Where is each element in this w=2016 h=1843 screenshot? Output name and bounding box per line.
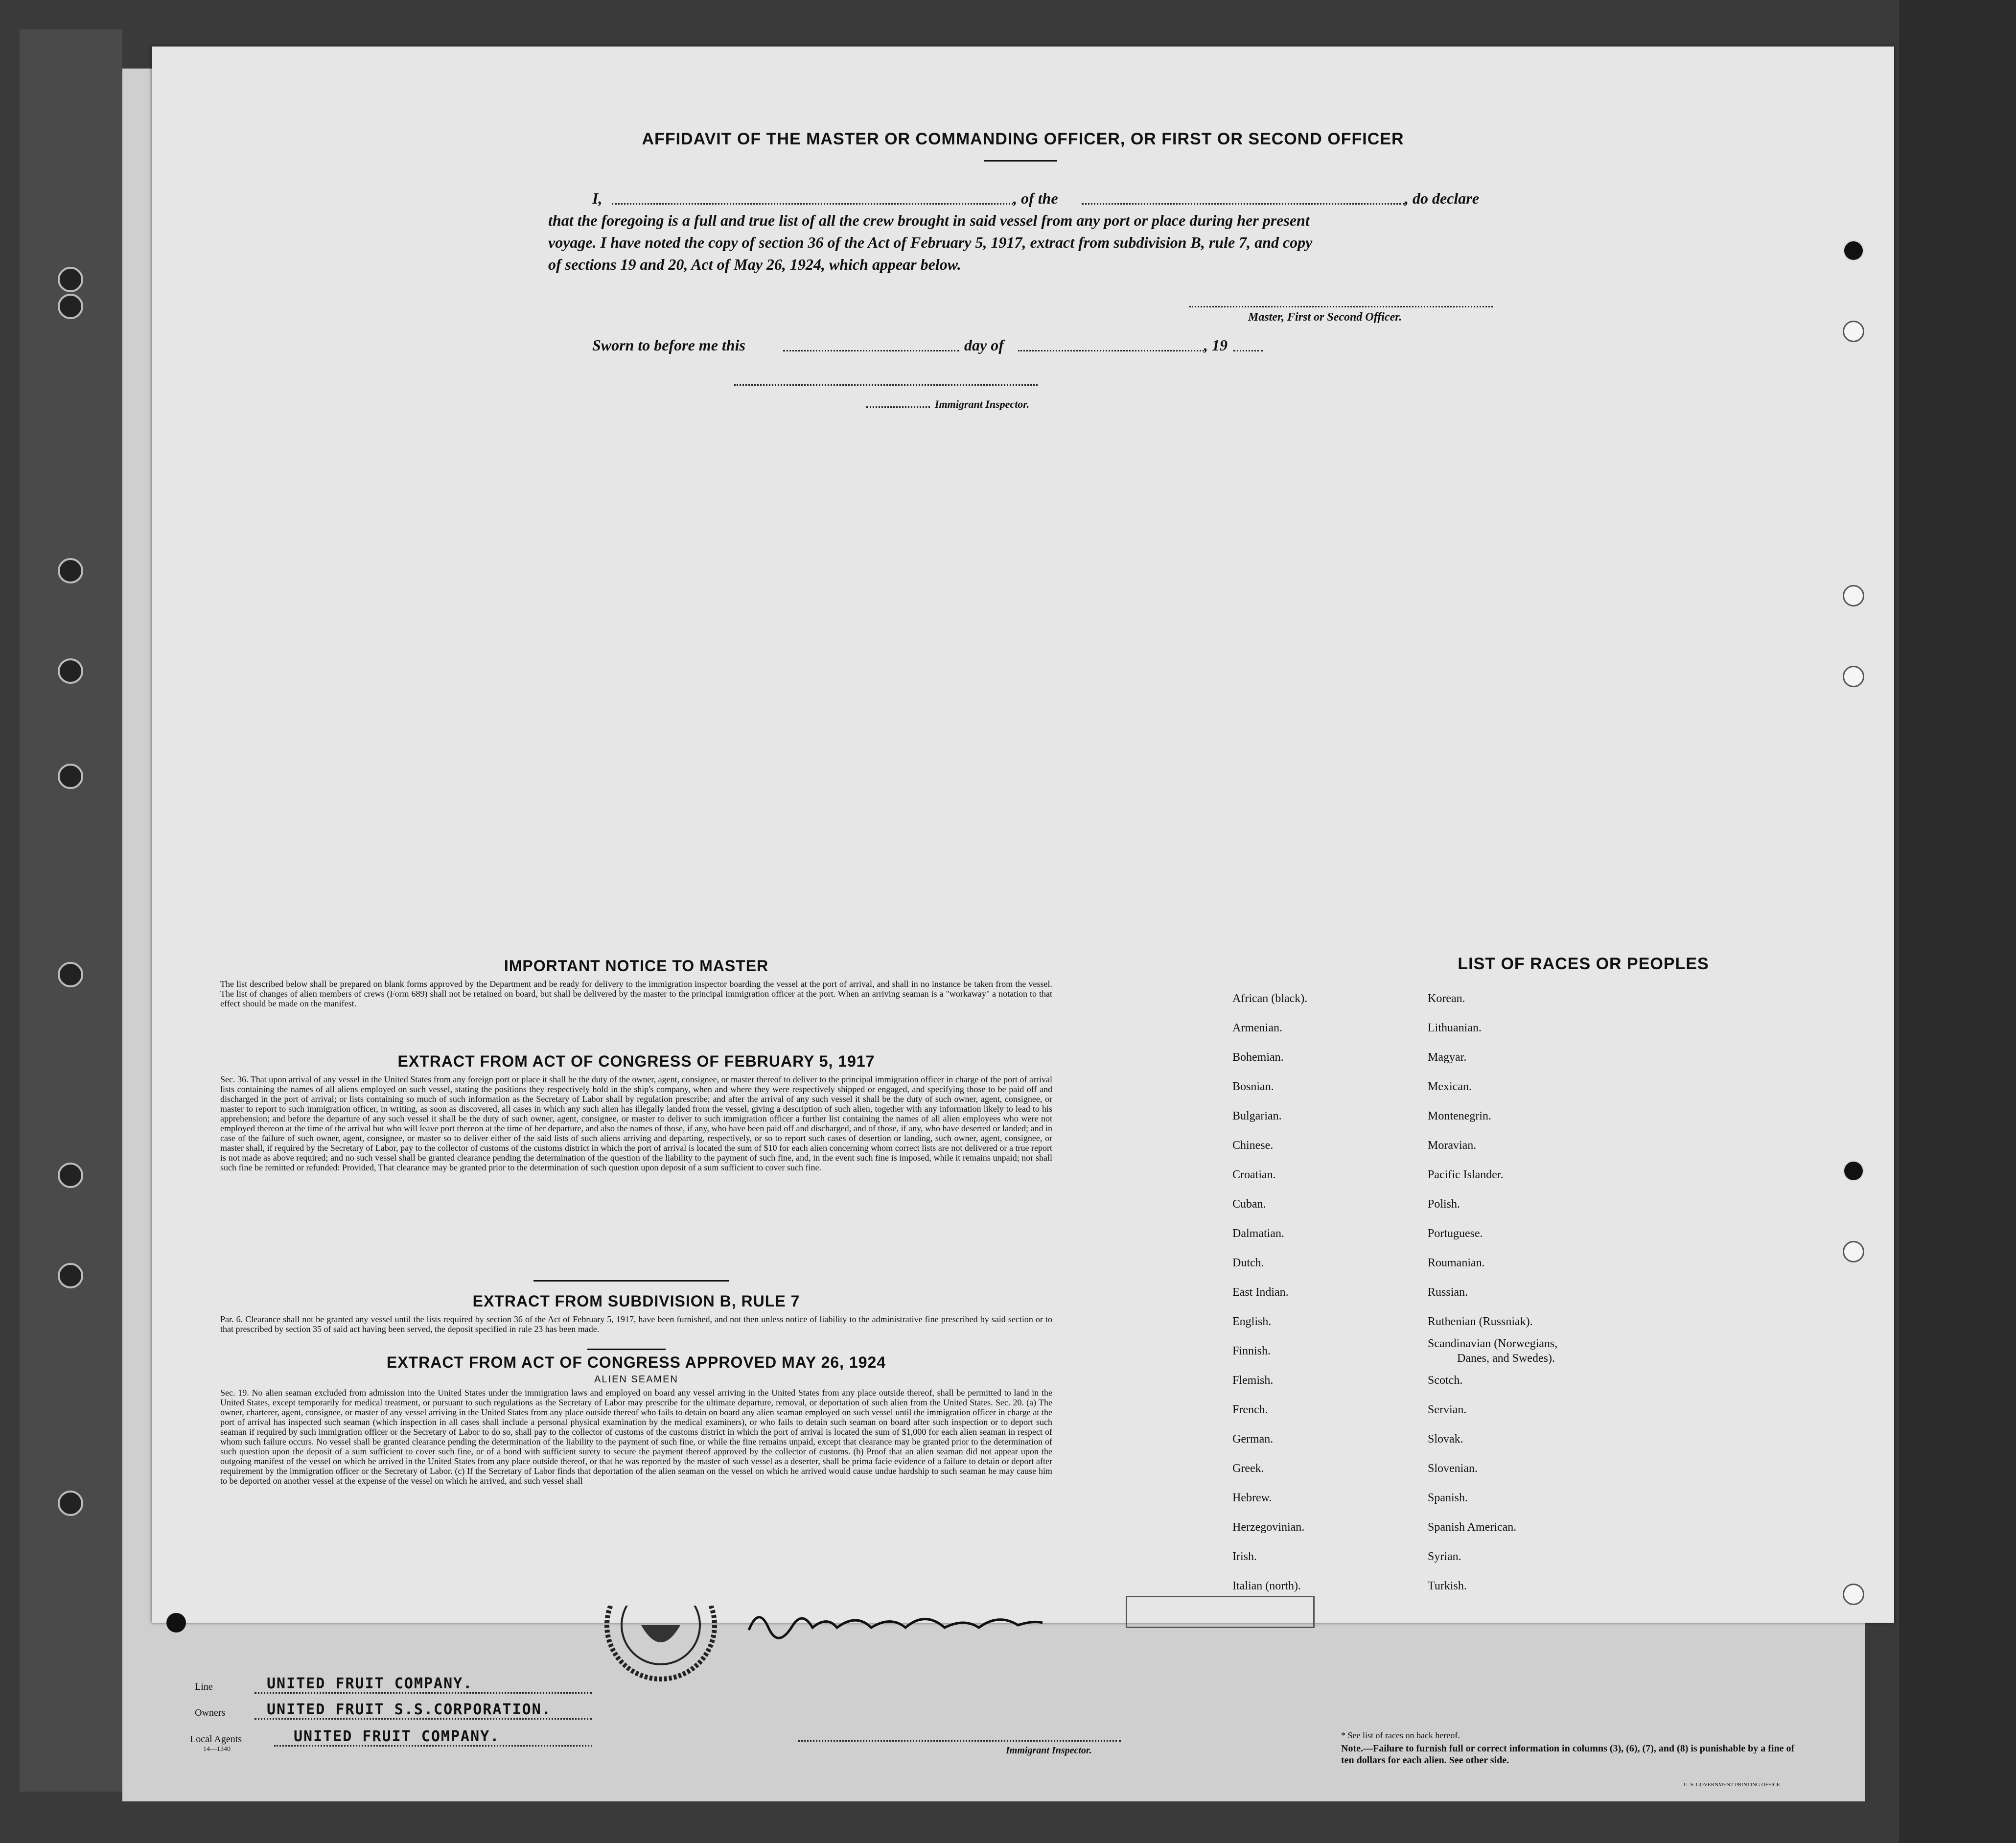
race-item: Russian. [1428,1286,1468,1299]
race-item: Magyar. [1428,1051,1467,1064]
failure-note: Note.—Failure to furnish full or correct information in columns (3), (6), (7), and (8) is punishable by a fine of ten dollars for each alien. See other side. [1341,1743,1795,1766]
race-item: Armenian. [1232,1022,1282,1034]
race-item: Scotch. [1428,1374,1463,1387]
binder-ring-icon [58,558,83,583]
extract-1924-subtitle: ALIEN SEAMEN [594,1374,678,1385]
binder-ring-icon [58,1491,83,1516]
race-item: German. [1232,1433,1274,1446]
line-label: Line [195,1681,213,1692]
extract-1924-text: Sec. 19. No alien seaman excluded from admission into the United States under the immigration laws and employed on board any vessel arriving in the United States from any place outside thereof, shall be permitted to land in the United States, except temporarily for medical treatment, or pursuant to such regulations as the Secretary of Labor may prescribe for the ultimate departure, removal, or deportation of such alien from the United States. Sec. 20. (a) The owner, charterer, agent, consignee, or master of any vessel arriving in the United States from any place outside thereof who fails to detain on board any alien seaman employed on such vessel until the immigration officer in charge at the port of arrival has inspected such seaman (which inspection in all cases shall include a personal physical examination by the medical examiners), or who fails to detain such seaman on board after such inspection or to deport such seaman if required by such immigration officer or the Secretary of Labor to do so, shall pay to the collector of customs of the customs district in which the port of arrival is located the sum of $1,000 for each alien seaman in respect of whom such failure occurs. No vessel shall be granted clearance pending the determination of the liability to the payment of such fine, or while the fine remains unpaid, except that clearance may be granted prior to the determination of such question upon the deposit of a sum sufficient to cover such fine, or of a bond with sufficient surety to secure the payment thereof approved by the collector of customs. (b) Proof that an alien seaman did not appear upon the outgoing manifest of the vessel on which he arrived in the United States from any place outside thereof, or that he was reported by the master of such vessel as a deserter, shall be prima facie evidence of a failure to detain or deport after requirement by the immigration officer or the Secretary of Labor. (c) If the Secretary of Labor finds that deportation of the alien seaman on the vessel on which he arrived would cause undue hardship to such seaman he may cause him to be deported on another vessel at the expense of the vessel on which he arrived, and such vessel shall [220,1388,1052,1486]
punch-hole-icon [1843,585,1864,607]
race-item: Croatian. [1232,1168,1276,1181]
notice-title: IMPORTANT NOTICE TO MASTER [504,957,769,975]
binder-ring-icon [58,1163,83,1188]
race-item: French. [1232,1403,1268,1416]
race-item: Irish. [1232,1550,1257,1563]
race-item: Pacific Islander. [1428,1168,1504,1181]
punch-hole-icon [1843,1160,1864,1182]
agents-label: Local Agents [190,1734,242,1745]
sworn-label: Sworn to before me this [592,336,745,354]
binder-ring-icon [58,267,83,292]
name-blank [612,203,1013,205]
extract-1917-title: EXTRACT FROM ACT OF CONGRESS OF FEBRUARY 5, 1917 [397,1052,875,1070]
races-left-column [1232,984,1428,1601]
see-list-note: * See list of races on back hereof. [1341,1730,1460,1740]
agents-code: 14—1340 [203,1746,231,1753]
agents-rule [274,1745,592,1747]
race-item: Moravian. [1428,1139,1477,1152]
binder-ring-icon [58,294,83,319]
title-rule [984,160,1057,162]
sworn-month-blank [1018,350,1204,351]
sworn-line [592,335,1326,355]
sworn-day-blank [783,350,959,351]
extract-1917-text: Sec. 36. That upon arrival of any vessel in the United States from any foreign port or place it shall be the duty of the owner, agent, consignee, or master thereof to deliver to the principal immigration officer in charge of the port of arrival lists containing the names of all aliens employed on such vessel, stating the positions they respectively hold in the ship's company, when and where they were respectively shipped or engaged, and specifying those to be paid off and discharged in the port of arrival; or lists containing so much of such information as the Secretary of Labor shall by regulation prescribe; and after the arrival of any such vessel it shall be the duty of such owner, agent, consignee, or master to report to such immigration officer, in writing, as soon as discovered, all cases in which any such alien has illegally landed from the vessel, giving a description of such alien, together with any information likely to lead to his apprehension; and before the departure of any such vessel it shall be the duty of such owner, agent, consignee, or master to deliver to such immigration officer a further list containing the names of all alien employees who were not employed thereon at the time of the arrival but who will leave port thereon at the time of her departure, and also the names of those, if any, who have been paid off and discharged, and of those, if any, who have deserted or landed; and in case of the failure of such owner, agent, consignee, or master so to deliver either of the said lists of such aliens arriving and departing, respectively, or so to report such cases of desertion or landing, such owner, agent, consignee, or master shall, if required by the Secretary of Labor, pay to the collector of customs of the customs district in which the port of arrival is located the sum of $10 for each alien concerning whom correct lists are not delivered or a true report is not made as above required; and no such vessel shall be granted clearance pending the determination of the question of the liability to the payment of such fine, and, in the event such fine is imposed, while it remains unpaid; nor shall such fine be remitted or refunded: Provided, That clearance may be granted prior to the determination of such question upon deposit of a sum sufficient to cover such fine. [220,1074,1052,1172]
year-blank [1233,350,1263,351]
stamp-seal-icon [597,1606,724,1684]
inspector-label-top: Immigrant Inspector. [935,398,1030,410]
race-item: Herzegovinian. [1232,1521,1305,1534]
race-item: African (black). [1232,992,1308,1005]
master-label: Master, First or Second Officer. [1248,311,1402,324]
races-right-column [1428,984,1702,1601]
line-value: UNITED FRUIT COMPANY. [267,1675,473,1692]
notice-text: The list described below shall be prepared on blank forms approved by the Department and be ready for delivery to the immigration inspector boarding the vessel at the port of arrival, and shall in no instance be taken from the vessel. The list of changes of alien members of crews (Form 689) shall not be retained on board, but shall be delivered by the master to the principal immigration officer at the port. When an arriving seaman is a "workaway" a notation to that effect should be made on the manifest. [220,979,1052,1008]
race-item: Spanish American. [1428,1521,1517,1534]
punch-hole-icon [1843,666,1864,687]
subdivision-title: EXTRACT FROM SUBDIVISION B, RULE 7 [472,1292,800,1310]
race-item: Syrian. [1428,1550,1461,1563]
race-item: Finnish. [1232,1345,1271,1357]
affidavit-line-3: voyage. I have noted the copy of section 36 of the Act of February 5, 1917, extract from subdivision B, rule 7, and copy [548,233,1313,251]
master-signature-line [1189,306,1493,307]
race-item: Turkish. [1428,1580,1467,1592]
race-item: Spanish. [1428,1492,1468,1504]
affidavit-line-2: that the foregoing is a full and true list of all the crew brought in said vessel from any port or place during her present [548,211,1310,229]
race-item: Cuban. [1232,1198,1266,1211]
punch-hole-icon [1843,240,1864,261]
race-item: Danes, and Swedes). [1457,1352,1555,1365]
race-item: English. [1232,1315,1272,1328]
race-item: Slovenian. [1428,1462,1478,1475]
race-item: Polish. [1428,1198,1460,1211]
race-item: Bosnian. [1232,1080,1274,1093]
extract-1917-rule [533,1280,729,1282]
races-title: LIST OF RACES OR PEOPLES [1458,955,1709,973]
agents-value: UNITED FRUIT COMPANY. [294,1728,500,1745]
day-of-label: day of [964,336,1004,354]
punch-hole-icon [1843,1241,1864,1262]
race-item: Bulgarian. [1232,1110,1282,1122]
right-dark-strip [1899,0,2016,1843]
punch-hole-icon [1843,1584,1864,1605]
race-item: Flemish. [1232,1374,1274,1387]
binder-ring-icon [58,1263,83,1288]
race-item: Slovak. [1428,1433,1463,1446]
race-item: Dalmatian. [1232,1227,1284,1240]
affidavit-sheet [152,47,1894,1623]
of-the-label: , of the [1013,189,1058,207]
race-item: Greek. [1232,1462,1264,1475]
i-label: I, [592,189,602,207]
printing-office: U. S. GOVERNMENT PRINTING OFFICE [1684,1782,1780,1788]
race-item: Chinese. [1232,1139,1274,1152]
race-item: East Indian. [1232,1286,1289,1299]
race-item: Korean. [1428,992,1465,1005]
race-item: Mexican. [1428,1080,1472,1093]
binder-ring-icon [58,658,83,684]
owners-rule [255,1718,592,1720]
affidavit-title: AFFIDAVIT OF THE MASTER OR COMMANDING OFFICER, OR FIRST OR SECOND OFFICER [642,130,1404,148]
punch-hole-bottom-icon [166,1613,186,1633]
affidavit-line-4: of sections 19 and 20, Act of May 26, 1924, which appear below. [548,256,961,273]
bottom-inspector-line [798,1740,1121,1742]
subdivision-rule [587,1349,666,1350]
owners-value: UNITED FRUIT S.S.CORPORATION. [267,1701,552,1718]
owners-label: Owners [195,1707,226,1718]
affidavit-line-1 [592,188,1669,208]
extract-1924-title: EXTRACT FROM ACT OF CONGRESS APPROVED MAY 26, 1924 [386,1353,886,1371]
do-declare-label: , do declare [1405,189,1479,207]
inspector-signature-line [734,384,1038,386]
race-item: Hebrew. [1232,1492,1272,1504]
stamp-box [1126,1596,1315,1628]
handwritten-signature-icon [744,1601,1047,1640]
binder-ring-icon [58,962,83,987]
race-item: Italian (north). [1232,1580,1301,1592]
year-label: , 19 [1204,336,1228,354]
binder-ring-icon [58,764,83,789]
race-item: Servian. [1428,1403,1467,1416]
race-item: Roumanian. [1428,1257,1485,1269]
race-item: Lithuanian. [1428,1022,1482,1034]
race-item: Dutch. [1232,1257,1264,1269]
subdivision-text: Par. 6. Clearance shall not be granted any vessel until the lists required by section 36 of the Act of February 5, 1917, have been furnished, and not then unless notice of liability to the administrative fine prescribed by said section or to that prescribed by section 35 of said act having been served, the deposit specified in rule 23 has been made. [220,1314,1052,1334]
race-item: Montenegrin. [1428,1110,1491,1122]
line-rule [255,1692,592,1694]
race-item: Ruthenian (Russniak). [1428,1315,1533,1328]
vessel-blank [1082,203,1405,205]
inspector-short-line [866,406,930,408]
bottom-inspector-label: Immigrant Inspector. [1006,1745,1092,1756]
race-item: Scandinavian (Norwegians, [1428,1337,1558,1350]
race-item: Portuguese. [1428,1227,1483,1240]
punch-hole-icon [1843,321,1864,342]
race-item: Bohemian. [1232,1051,1284,1064]
